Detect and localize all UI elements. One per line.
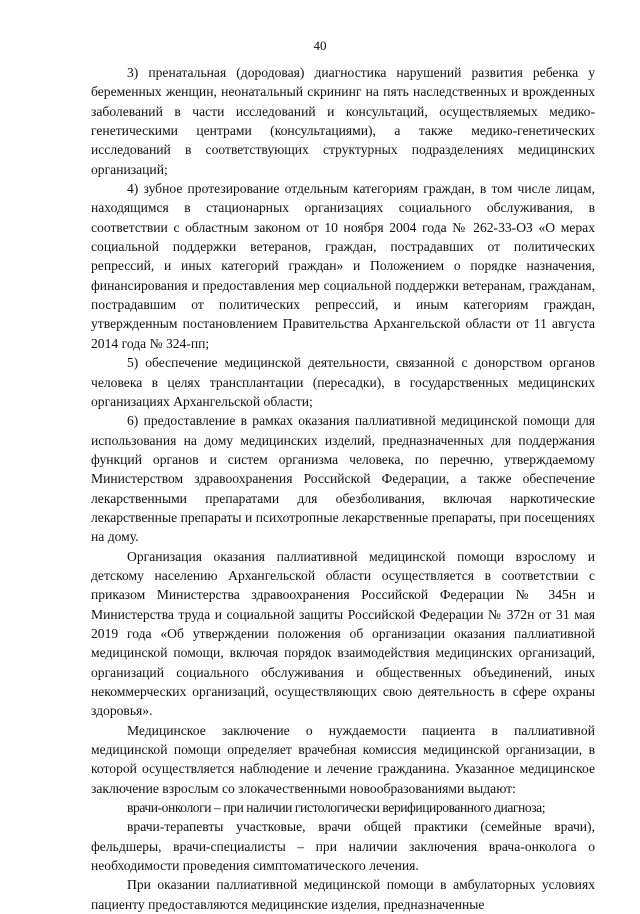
page-number: 40 <box>313 38 327 53</box>
paragraph-medical-conclusion: Медицинское заключение о нуждаемости пациента в паллиативной медицинской помощи определяет врачебная комиссия медицинской организации, в которой осуществляется наблюдение и лечение гражданина. Указанное медицинское заключение взрослым со злокачественными новообразованиями выдают: <box>91 722 595 796</box>
paragraph-oncologists: врачи-онкологи – при наличии гистологически верифицированного диагноза; <box>127 800 546 816</box>
paragraph-outpatient-care: При оказании паллиативной медицинской помощи в амбулаторных условиях пациенту предоставляются медицинские изделия, предназначенные <box>91 877 595 912</box>
body-text <box>91 63 595 914</box>
paragraph-prenatal-diagnostics: 3) пренатальная (дородовая) диагностика нарушений развития ребенка у беременных женщин, неонатальный скрининг на пять наследственных и врожденных заболеваний в части исследований и консультаций, осуществляемых медико-генетическими центрами (консультациями), а также медико-генетических исследований в соответствующих структурных подразделениях медицинских организаций; <box>91 65 595 177</box>
paragraph-dental-prosthetics: 4) зубное протезирование отдельным категориям граждан, в том числе лицам, находящимся в стационарных организациях социального обслуживания, в соответствии с областным законом от 10 ноября 2004 года № 262-33-ОЗ «О мерах социальной поддержки ветеранов, граждан, пострадавших от политических репрессий, и иных категорий граждан» и Положением о порядке назначения, финансирования и предоставления мер социальной поддержки ветеранам, гражданам, пострадавшим от политических репрессий, и иным категориям граждан, утвержденным постановлением Правительства Архангельской области от 11 августа 2014 года № 324-пп; <box>91 181 595 351</box>
paragraph-therapists: врачи-терапевты участковые, врачи общей практики (семейные врачи), фельдшеры, врачи-специалисты – при наличии заключения врача-онколога о необходимости проведения симптоматического лечения. <box>91 819 595 874</box>
paragraph-home-medical-devices: 6) предоставление в рамках оказания паллиативной медицинской помощи для использования на дому медицинских изделий, предназначенных для поддержания функций органов и систем организма человека, по перечню, утверждаемому Министерством здравоохранения Российской Федерации, а также обеспечение лекарственными препаратами для обезболивания, включая наркотические лекарственные препараты и психотропные лекарственные препараты, при посещениях на дому. <box>91 413 595 545</box>
paragraph-organ-donation: 5) обеспечение медицинской деятельности, связанной с донорством органов человека в целях трансплантации (пересадки), в государственных медицинских организациях Архангельской области; <box>91 355 595 409</box>
paragraph-palliative-organization: Организация оказания паллиативной медицинской помощи взрослому и детскому населению Архангельской области осуществляется в соответствии с приказом Министерства здравоохранения Российской Федерации № 345н и Министерства труда и социальной защиты Российской Федерации № 372н от 31 мая 2019 года «Об утверждении положения об организации оказания паллиативной медицинской помощи, включая порядок взаимодействия медицинских организаций, организаций социального обслуживания и общественных объединений, иных некоммерческих организаций, осуществляющих свою деятельность в сфере охраны здоровья». <box>91 548 595 719</box>
